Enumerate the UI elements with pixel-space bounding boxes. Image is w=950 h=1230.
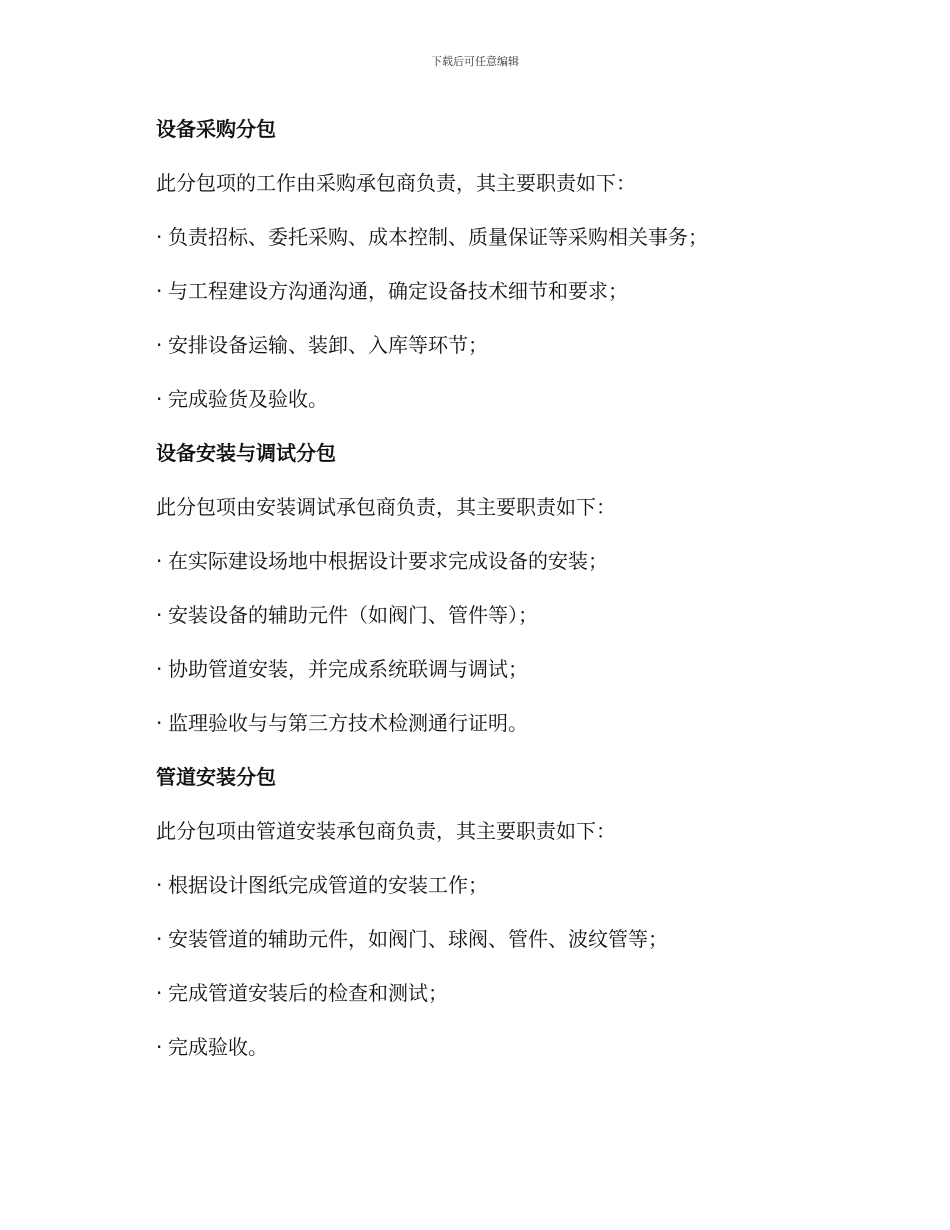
bullet-text: 完成验收。 bbox=[168, 1035, 268, 1059]
bullet-item bbox=[156, 708, 856, 738]
header-note: 下载后可任意编辑 bbox=[431, 55, 519, 68]
bullet-text: 与工程建设方沟通沟通，确定设备技术细节和要求； bbox=[168, 279, 628, 303]
bullet-dot-icon: · bbox=[156, 873, 163, 897]
section-intro: 此分包项由管道安装承包商负责，其主要职责如下： bbox=[156, 819, 616, 843]
bullet-item bbox=[156, 546, 856, 576]
bullet-item bbox=[156, 1032, 856, 1062]
section-intro: 此分包项由安装调试承包商负责，其主要职责如下： bbox=[156, 495, 616, 519]
bullet-dot-icon: · bbox=[156, 333, 163, 357]
bullet-item bbox=[156, 600, 856, 630]
bullet-dot-icon: · bbox=[156, 387, 163, 411]
bullet-dot-icon: · bbox=[156, 657, 163, 681]
bullet-item bbox=[156, 654, 856, 684]
bullet-dot-icon: · bbox=[156, 225, 163, 249]
bullet-item bbox=[156, 384, 856, 414]
document-body bbox=[156, 114, 856, 1086]
bullet-dot-icon: · bbox=[156, 927, 163, 951]
bullet-item bbox=[156, 276, 856, 306]
section-title: 设备安装与调试分包 bbox=[156, 441, 336, 465]
bullet-dot-icon: · bbox=[156, 279, 163, 303]
bullet-item bbox=[156, 924, 856, 954]
bullet-dot-icon: · bbox=[156, 1035, 163, 1059]
bullet-dot-icon: · bbox=[156, 603, 163, 627]
bullet-text: 协助管道安装，并完成系统联调与调试； bbox=[168, 657, 528, 681]
bullet-text: 在实际建设场地中根据设计要求完成设备的安装； bbox=[168, 549, 608, 573]
bullet-item bbox=[156, 870, 856, 900]
section-title: 设备采购分包 bbox=[156, 117, 276, 141]
section-title: 管道安装分包 bbox=[156, 765, 276, 789]
bullet-dot-icon: · bbox=[156, 711, 163, 735]
bullet-text: 安排设备运输、装卸、入库等环节； bbox=[168, 333, 488, 357]
bullet-item bbox=[156, 222, 856, 252]
section-intro: 此分包项的工作由采购承包商负责，其主要职责如下： bbox=[156, 171, 636, 195]
bullet-item bbox=[156, 330, 856, 360]
bullet-dot-icon: · bbox=[156, 981, 163, 1005]
bullet-text: 监理验收与与第三方技术检测通行证明。 bbox=[168, 711, 528, 735]
bullet-text: 完成管道安装后的检查和测试； bbox=[168, 981, 448, 1005]
bullet-text: 完成验货及验收。 bbox=[168, 387, 328, 411]
bullet-text: 安装设备的辅助元件（如阀门、管件等）； bbox=[168, 603, 538, 627]
bullet-dot-icon: · bbox=[156, 549, 163, 573]
bullet-text: 根据设计图纸完成管道的安装工作； bbox=[168, 873, 488, 897]
bullet-text: 负责招标、委托采购、成本控制、质量保证等采购相关事务； bbox=[168, 225, 708, 249]
bullet-text: 安装管道的辅助元件，如阀门、球阀、管件、波纹管等； bbox=[168, 927, 668, 951]
bullet-item bbox=[156, 978, 856, 1008]
